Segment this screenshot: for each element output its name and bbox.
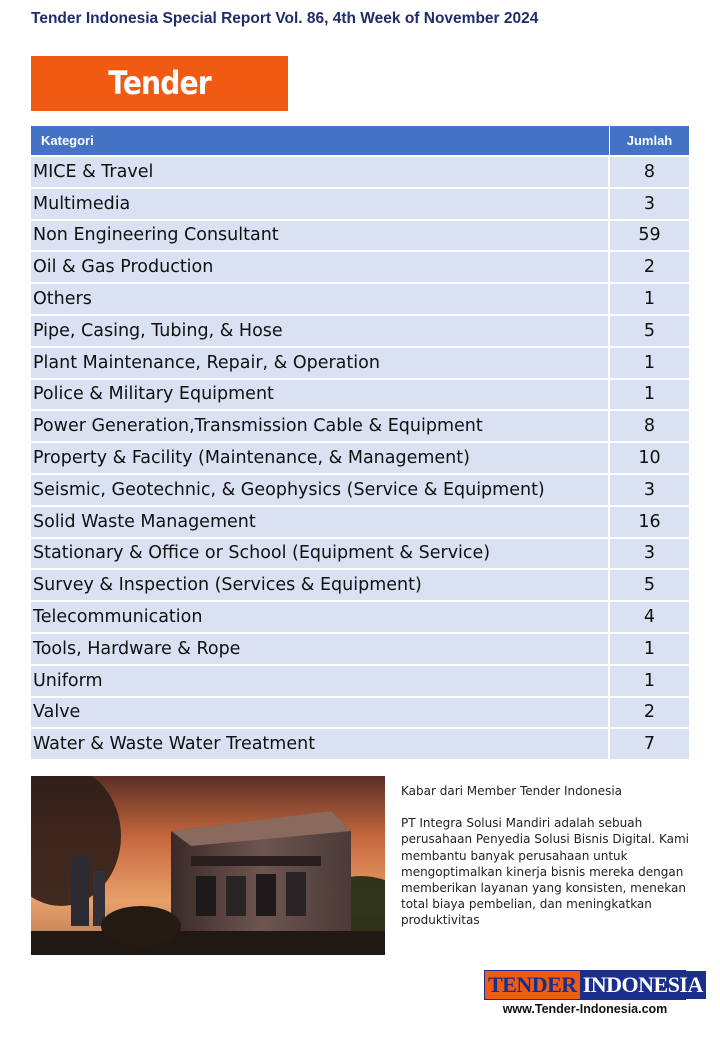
table-row [31,157,689,187]
table-body [31,157,689,759]
category-cell: Non Engineering Consultant [31,221,610,251]
category-cell: Water & Waste Water Treatment [31,729,610,759]
count-cell: 10 [610,443,689,473]
category-cell: Oil & Gas Production [31,252,610,282]
table-row [31,316,689,346]
table-row [31,634,689,664]
count-cell: 8 [610,157,689,187]
logo-wordmark [484,970,703,1000]
report-title: Tender Indonesia Special Report Vol. 86, 4th Week of November 2024 [31,10,539,27]
tender-category-table [31,124,689,761]
category-cell: MICE & Travel [31,157,610,187]
member-news-body: PT Integra Solusi Mandiri adalah sebuah perusahaan Penyedia Solusi Bisnis Digital. Kami membantu banyak perusahaan untuk mengoptimalkan kinerja bisnis mereka dengan memberikan layanan yang konsisten, menekan total biaya pembelian, dan meningkatkan produktivitas [401,816,689,928]
count-cell: 2 [610,698,689,728]
count-cell: 16 [610,507,689,537]
table-row [31,411,689,441]
count-cell: 1 [610,348,689,378]
category-cell: Property & Facility (Maintenance, & Management) [31,443,610,473]
table-row [31,602,689,632]
table-row [31,284,689,314]
category-cell: Valve [31,698,610,728]
tender-category-table-container [31,124,689,761]
count-cell: 4 [610,602,689,632]
count-cell: 2 [610,252,689,282]
building-photo-image [31,776,385,955]
category-cell: Seismic, Geotechnic, & Geophysics (Service & Equipment) [31,475,610,505]
table-row [31,570,689,600]
table-row [31,443,689,473]
category-cell: Telecommunication [31,602,610,632]
table-row [31,380,689,410]
category-cell: Power Generation,Transmission Cable & Equipment [31,411,610,441]
category-cell: Solid Waste Management [31,507,610,537]
member-news [401,783,691,929]
logo-left-text: TENDER [485,971,580,999]
category-cell: Plant Maintenance, Repair, & Operation [31,348,610,378]
count-cell: 7 [610,729,689,759]
category-cell: Pipe, Casing, Tubing, & Hose [31,316,610,346]
category-cell: Survey & Inspection (Services & Equipment) [31,570,610,600]
count-cell: 3 [610,475,689,505]
tender-updates-banner [31,56,288,111]
count-cell: 59 [610,221,689,251]
category-cell: Tools, Hardware & Rope [31,634,610,664]
table-row [31,252,689,282]
category-cell: Police & Military Equipment [31,380,610,410]
website-url: www.Tender-Indonesia.com [502,1002,668,1016]
category-cell: Others [31,284,610,314]
header-jumlah: Jumlah [610,126,689,155]
category-cell: Stationary & Office or School (Equipment & Service) [31,539,610,569]
table-row [31,666,689,696]
count-cell: 1 [610,634,689,664]
count-cell: 3 [610,189,689,219]
count-cell: 5 [610,316,689,346]
table-row [31,729,689,759]
count-cell: 1 [610,284,689,314]
table-row [31,189,689,219]
table-row [31,507,689,537]
count-cell: 3 [610,539,689,569]
count-cell: 1 [610,380,689,410]
table-row [31,475,689,505]
table-row [31,348,689,378]
category-cell: Uniform [31,666,610,696]
logo-right-text: INDONESIA [580,971,706,999]
tender-indonesia-logo [484,970,703,1016]
building-photo [31,776,385,955]
member-news-heading: Kabar dari Member Tender Indonesia [401,784,623,798]
banner-label: Tender [108,64,211,102]
table-row [31,539,689,569]
count-cell: 5 [610,570,689,600]
category-cell: Multimedia [31,189,610,219]
table-header-row [31,126,689,155]
table-row [31,221,689,251]
count-cell: 1 [610,666,689,696]
header-kategori: Kategori [31,126,610,155]
table-row [31,698,689,728]
count-cell: 8 [610,411,689,441]
